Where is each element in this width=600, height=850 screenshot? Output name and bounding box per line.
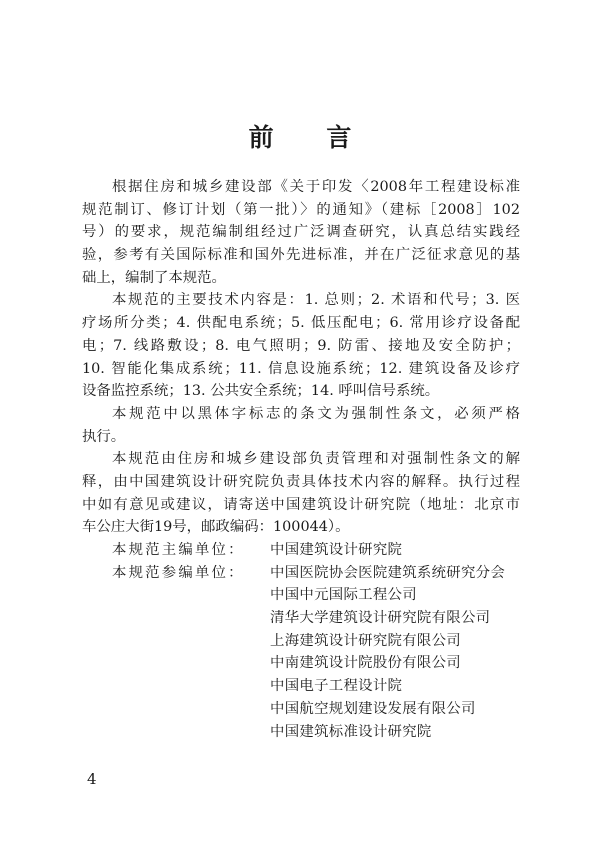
participating-unit-name: 中国航空规划建设发展有限公司 — [270, 700, 476, 717]
participating-unit-name: 中国电子工程设计院 — [270, 678, 403, 695]
participating-unit-name: 清华大学建筑设计研究院有限公司 — [270, 610, 491, 627]
chief-unit-label: 本规范主编单位： — [112, 542, 245, 558]
text-line: 规范制订、修订计划（第一批）〉的通知》（建标［2008］102 — [82, 201, 520, 218]
chief-unit-name: 中国建筑设计研究院 — [270, 542, 403, 558]
page-title: 前 言 — [248, 123, 374, 152]
participating-unit-name: 上海建筑设计研究院有限公司 — [270, 632, 461, 649]
text-line: 10. 智能化集成系统；11. 信息设施系统；12. 建筑设备及诊疗 — [82, 360, 520, 377]
participating-units-label: 本规范参编单位： — [112, 564, 245, 581]
text-line: 础上，编制了本规范。 — [82, 269, 226, 286]
chief-unit — [82, 539, 520, 562]
participating-unit-name: 中国中元国际工程公司 — [270, 587, 417, 604]
text-line: 中如有意见或建议，请寄送中国建筑设计研究院（地址：北京市 — [82, 496, 520, 513]
text-line: 执行。 — [82, 428, 126, 445]
text-line: 号）的要求，规范编制组经过广泛调查研究，认真总结实践经 — [82, 224, 520, 241]
participating-unit-name: 中南建筑设计院股份有限公司 — [270, 655, 461, 672]
text-line: 电；7. 线路敷设；8. 电气照明；9. 防雷、接地及安全防护； — [82, 337, 520, 354]
paragraph-2 — [82, 289, 520, 402]
text-line: 本规范中以黑体字标志的条文为强制性条文，必须严格 — [112, 405, 520, 422]
participating-units — [82, 562, 520, 585]
text-line: 车公庄大街19号，邮政编码：100044）。 — [82, 519, 350, 536]
paragraph-4 — [82, 448, 520, 539]
text-line: 本规范的主要技术内容是：1. 总则；2. 术语和代号；3. 医 — [112, 292, 520, 309]
text-line: 验，参考有关国际标准和国外先进标准，并在广泛征求意见的基 — [82, 247, 520, 264]
page-number: 4 — [87, 770, 97, 788]
text-line: 疗场所分类；4. 供配电系统；5. 低压配电；6. 常用诊疗设备配 — [82, 315, 520, 332]
text-line: 根据住房和城乡建设部《关于印发〈2008年工程建设标准 — [112, 179, 520, 195]
text-line: 本规范由住房和城乡建设部负责管理和对强制性条文的解 — [112, 451, 520, 468]
text-line: 释，由中国建筑设计研究院负责具体技术内容的解释。执行过程 — [82, 473, 520, 490]
paragraph-3 — [82, 403, 520, 448]
paragraph-1 — [82, 176, 520, 289]
text-line: 设备监控系统；13. 公共安全系统；14. 呼叫信号系统。 — [82, 383, 440, 400]
participating-unit-name: 中国建筑标准设计研究院 — [270, 723, 432, 740]
participating-unit-name: 中国医院协会医院建筑系统研究分会 — [270, 564, 506, 581]
preface-body — [82, 176, 520, 743]
